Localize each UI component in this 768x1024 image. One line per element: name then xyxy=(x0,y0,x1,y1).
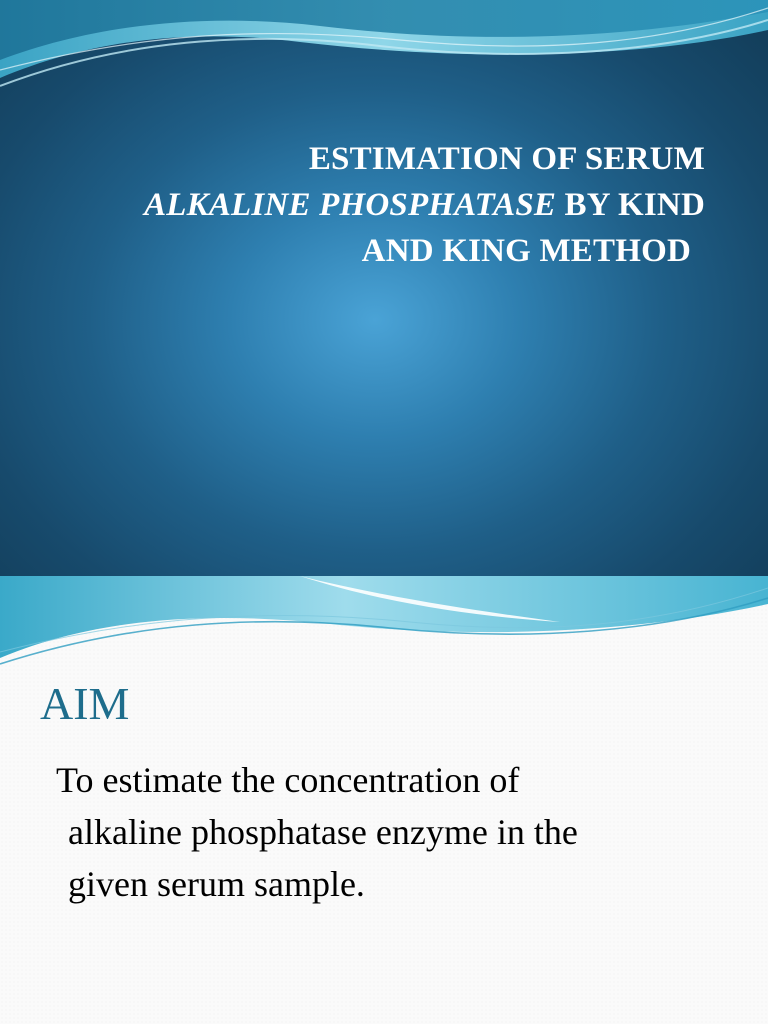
aim-body xyxy=(56,754,746,910)
slide-title xyxy=(40,136,705,274)
top-wave-decoration-2 xyxy=(0,576,768,676)
top-wave-decoration xyxy=(0,0,768,100)
title-line-1: ESTIMATION OF SERUM xyxy=(308,141,705,177)
aim-line-3: given serum sample. xyxy=(68,864,365,904)
aim-heading: AIM xyxy=(40,678,130,729)
title-line-2 xyxy=(40,182,705,228)
aim-slide xyxy=(0,576,768,1024)
title-line-3: AND KING METHOD xyxy=(361,233,691,269)
title-line-2-rest: BY KIND xyxy=(556,187,705,223)
aim-line-2: alkaline phosphatase enzyme in the xyxy=(68,812,578,852)
aim-line-1: To estimate the concentration of xyxy=(56,760,520,800)
title-italic-term: ALKALINE PHOSPHATASE xyxy=(144,187,557,223)
